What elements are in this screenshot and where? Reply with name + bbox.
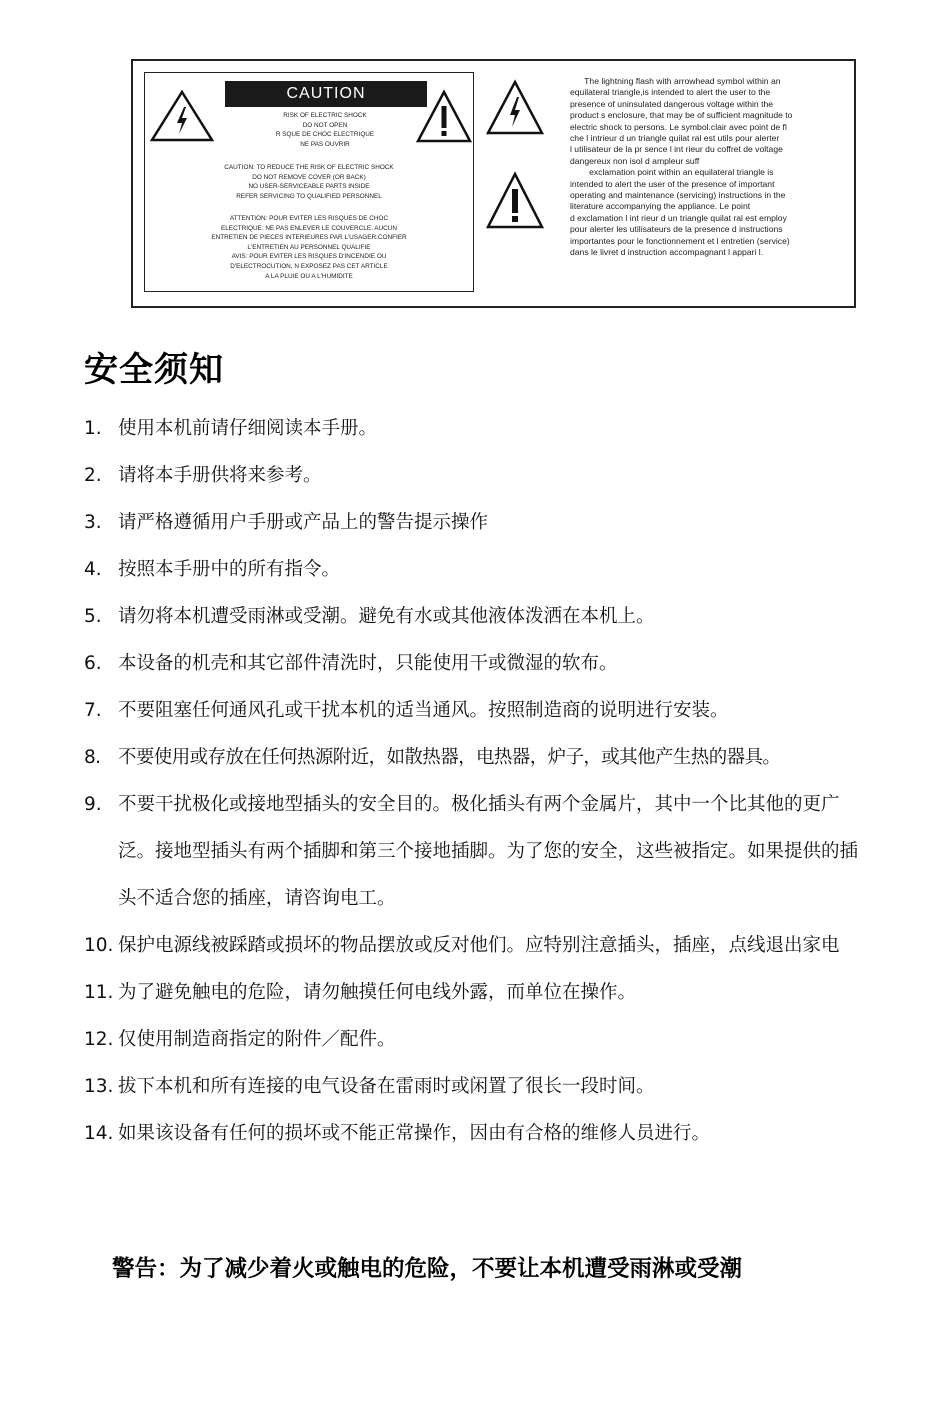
item-number: 2. — [84, 465, 102, 486]
item-number: 12. — [84, 1029, 114, 1050]
list-item — [84, 781, 874, 922]
item-text: 使用本机前请仔细阅读本手册。 — [118, 418, 378, 439]
expl-line: product s enclosure, that may be of sufficient magnitude to — [570, 110, 793, 121]
list-item — [84, 452, 874, 499]
item-number: 14. — [84, 1123, 114, 1144]
item-number: 3. — [84, 512, 102, 533]
list-item — [84, 546, 874, 593]
expl-line: electric shock to persons. Le symbol.clair avec point de fl — [570, 121, 787, 132]
item-number: 11. — [84, 982, 114, 1003]
safety-list — [84, 405, 874, 1157]
warning-text: 警告：为了减少着火或触电的危险，不要让本机遭受雨淋或受潮 — [112, 1256, 743, 1282]
list-item — [84, 499, 874, 546]
item-number: 1. — [84, 418, 102, 439]
list-item — [84, 922, 874, 969]
item-number: 4. — [84, 559, 102, 580]
expl-line: presence of uninsulated dangerous voltage within the — [570, 98, 774, 109]
list-item — [84, 640, 874, 687]
item-text: 拔下本机和所有连接的电气设备在雷雨时或闲置了很长一段时间。 — [118, 1076, 655, 1097]
list-item — [84, 687, 874, 734]
expl-line: dangereux non isol d ampleur suff — [570, 155, 700, 166]
caution-title: CAUTION — [225, 81, 427, 107]
expl-line: importantes pour le fonctionnement et l entretien (service) — [570, 235, 790, 246]
exclamation-symbol-icon — [485, 171, 545, 231]
item-text: 仅使用制造商指定的附件／配件。 — [118, 1029, 396, 1050]
caution-text-shock: RISK OF ELECTRIC SHOCK DO NOT OPEN R SQUE DE CHOC ELECTRIQUE NE PAS OUVRIR — [275, 112, 375, 148]
item-number: 10. — [84, 935, 114, 956]
item-text: 为了避免触电的危险，请勿触摸任何电线外露，而单位在操作。 — [118, 982, 637, 1003]
list-item — [84, 1063, 874, 1110]
expl-line: pour alerter les utilisateurs de la presence d instructions — [570, 224, 783, 235]
expl-line: literature accompanying the appliance. Le point — [570, 201, 751, 212]
list-item — [84, 969, 874, 1016]
expl-line: che l intrieur d un triangle quilat ral est utils pour alerter — [570, 133, 780, 144]
expl-line: l utilisateur de la pr sence l int rieur du coffret de voltage — [570, 144, 783, 155]
item-text: 不要阻塞任何通风孔或干扰本机的适当通风。按照制造商的说明进行安装。 — [118, 700, 729, 721]
item-text: 不要使用或存放在任何热源附近，如散热器，电热器，炉子，或其他产生热的器具。 — [118, 747, 781, 768]
caution-text-french: ATTENTION: POUR EVITER LES RISQUES DE CHOC ELECTRIQUE: NE PAS ENLEVER LE COUVERCLE. AUCUN ENTRETIEN DE PIECES INTERIEURES PAR L'USAGER.CONFIER L'ENTRETIEN AU PERSONNEL QUALIFIE AVIS: POUR EVITER LES RISQUES D'INCENDIE OU D'ELECTROCUTION, N EXPOSEZ PAS CET ARTICLE A LA PLUIE OU A L'HUMIDITE — [211, 215, 407, 280]
expl-line: operating and maintenance (servicing) instructions in the — [570, 190, 786, 201]
page-title: 安全须知 — [84, 350, 224, 390]
item-text: 不要干扰极化或接地型插头的安全目的。极化插头有两个金属片，其中一个比其他的更广泛。接地型插头有两个插脚和第三个接地插脚。为了您的安全，这些被指定。如果提供的插头不适合您的插座，请咨询电工。 — [118, 794, 859, 909]
item-text: 如果该设备有任何的损坏或不能正常操作，因由有合格的维修人员进行。 — [118, 1123, 711, 1144]
list-item — [84, 734, 874, 781]
item-text: 请勿将本机遭受雨淋或受潮。避免有水或其他液体泼洒在本机上。 — [118, 606, 655, 627]
item-text: 保护电源线被踩踏或损坏的物品摆放或反对他们。应特别注意插头，插座，点线退出家电 — [118, 935, 840, 956]
lightning-symbol-icon — [485, 79, 545, 137]
caution-label-panel — [144, 72, 474, 292]
item-number: 13. — [84, 1076, 114, 1097]
expl-line: dans le livret d instruction accompagnant l appari l. — [570, 247, 763, 258]
item-text: 按照本手册中的所有指令。 — [118, 559, 341, 580]
caution-text-english: CAUTION: TO REDUCE THE RISK OF ELECTRIC SHOCK DO NOT REMOVE COVER (OR BACK) NO USER-SERVICEABLE PARTS INSIDE REFER SERVICING TO QUALIFIED PERSONNEL — [224, 164, 394, 200]
expl-line: intended to alert the user of the presence of important — [570, 178, 775, 189]
symbol-explanation — [570, 76, 852, 259]
item-text: 请严格遵循用户手册或产品上的警告提示操作 — [118, 512, 489, 533]
expl-line: equilateral triangle,is intended to alert the user to the — [570, 87, 771, 98]
expl-line: d exclamation l int rieur d un triangle quilat ral est employ — [570, 212, 787, 223]
item-number: 5. — [84, 606, 102, 627]
list-item — [84, 405, 874, 452]
list-item — [84, 1016, 874, 1063]
list-item — [84, 1110, 874, 1157]
item-number: 9. — [84, 794, 102, 815]
item-number: 7. — [84, 700, 102, 721]
item-text: 本设备的机壳和其它部件清洗时，只能使用干或微湿的软布。 — [118, 653, 618, 674]
item-text: 请将本手册供将来参考。 — [118, 465, 322, 486]
caution-label-box — [131, 59, 856, 308]
item-number: 6. — [84, 653, 102, 674]
expl-line: exclamation point within an equilateral triangle is — [570, 167, 774, 178]
item-number: 8. — [84, 747, 101, 768]
list-item — [84, 593, 874, 640]
expl-line: The lightning flash with arrowhead symbol within an — [570, 76, 781, 86]
